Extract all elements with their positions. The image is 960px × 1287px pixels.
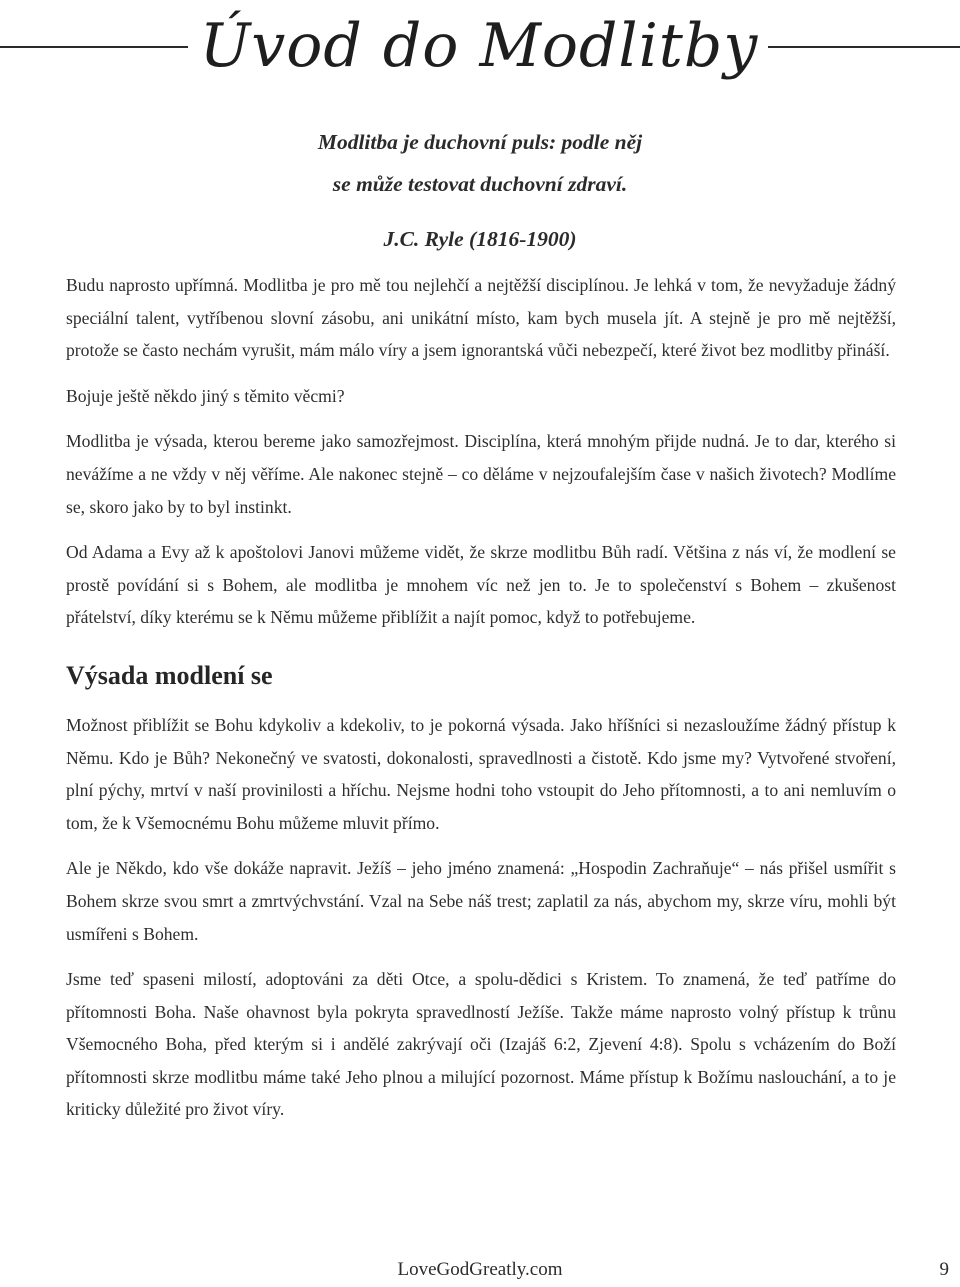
section-paragraph-2: Ale je Někdo, kdo vše dokáže napravit. Ježíš – jeho jméno znamená: „Hospodin Zachraňuje“ – nás přišel usmířit s Bohem skrze svou smrt a zmrtvýchvstání. Vzal na Sebe náš trest; zaplatil za nás, abychom my, skrze víru, mohli být usmířeni s Bohem.: [66, 858, 896, 944]
quote-line-2: se může testovat duchovní zdraví.: [332, 172, 628, 196]
quote-author: J.C. Ryle (1816-1900): [383, 227, 577, 251]
footer-website: LoveGodGreatly.com: [397, 1259, 563, 1280]
header-rule-left: [0, 46, 188, 48]
body-paragraph-4: Od Adama a Evy až k apoštolovi Janovi můžeme vidět, že skrze modlitbu Bůh radí. Většina z nás ví, že modlení se prostě povídání si s Bohem, ale modlitba je mnohem víc než jen to. Je to společenství s Bohem – zkušenost přátelství, díky kterému se k Němu můžeme přiblížit a najít pomoc, když to potřebujeme.: [66, 542, 896, 628]
page-header: [0, 0, 960, 110]
page-title: Úvod do Modlitby: [199, 11, 759, 81]
body-paragraph-3: Modlitba je výsada, kterou bereme jako samozřejmost. Disciplína, která mnohým přijde nudná. Je to dar, kterého si nevážíme a ne vždy v něj věříme. Ale nakonec stejně – co děláme v nejzoufalejším čase v našich životech? Modlíme se, skoro jako by to byl instinkt.: [66, 431, 896, 517]
section-paragraph-3: Jsme teď spaseni milostí, adoptováni za děti Otce, a spolu-dědici s Kristem. To znamená, že teď patříme do přítomnosti Boha. Naše ohavnost byla pokryta spravedlností Ježíše. Takže máme naprosto volný přístup k trůnu Všemocného Boha, před kterým si i andělé zakrývají oči (Izajáš 6:2, Zjevení 4:8). Spolu s vcházením do Boží přítomnosti skrze modlitbu máme také Jeho plnou a milující pozornost. Máme přístup k Božímu naslouchání, a to je kriticky důležité pro život víry.: [66, 969, 896, 1120]
body-paragraph-1: Budu naprosto upřímná. Modlitba je pro mě tou nejlehčí a nejtěžší disciplínou. Je lehká v tom, že nevyžaduje žádný speciální talent, vytříbenou slovní zásobu, ani unikátní místo, kam bych musela jít. A stejně je pro mě nejtěžší, protože se často nechám vyrušit, mám málo víry a jsem ignorantská vůči nebezpečí, které život bez modlitby přináší.: [66, 275, 896, 361]
header-rule-right: [768, 46, 960, 48]
body-paragraph-2: Bojuje ještě někdo jiný s těmito věcmi?: [66, 385, 345, 406]
page-number: 9: [939, 1259, 949, 1280]
main-content: [66, 269, 896, 1126]
section-heading: Výsada modlení se: [66, 660, 273, 690]
quote-line-1: Modlitba je duchovní puls: podle něj: [317, 130, 643, 154]
section-paragraph-1: Možnost přiblížit se Bohu kdykoliv a kdekoliv, to je pokorná výsada. Jako hříšníci si nezasloužíme žádný přístup k Němu. Kdo je Bůh? Nekonečný ve svatosti, dokonalosti, spravedlnosti a čistotě. Kdo jsme my? Vytvořené stvoření, plní pýchy, mrtví v naší provinilosti a hříchu. Nejsme hodni toho vstoupit do Jeho přítomnosti, a to ani nemluvím o tom, že k Všemocnému Bohu můžeme mluvit přímo.: [66, 714, 896, 833]
